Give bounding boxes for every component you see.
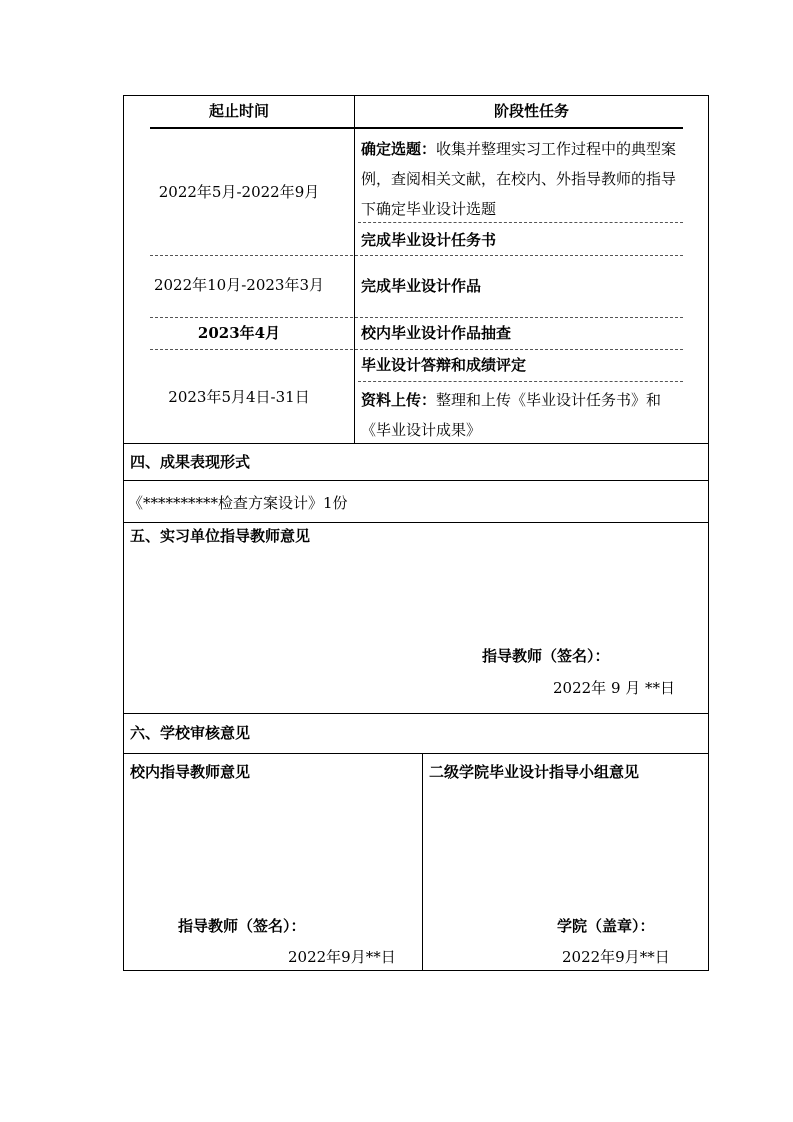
task-text: 收集并整理实习工作过程中的典型案例，查阅相关文献，在校内、外指导教师的指导下确定毕业设计选题 (361, 140, 677, 218)
opinion-title: 二级学院毕业设计指导小组意见 (429, 763, 640, 781)
task-text: 整理和上传《毕业设计任务书》和《毕业设计成果》 (361, 391, 662, 439)
tasks-column-header: 阶段性任务 (493, 102, 569, 120)
period-column-header: 起止时间 (208, 102, 269, 120)
signature-label: 指导教师（签名）： (482, 647, 610, 665)
stage-task (361, 385, 681, 445)
stage-period: 2022年10月-2023年3月 (153, 276, 325, 294)
column-divider (422, 753, 423, 971)
signature-date: 2022年9月**日 (288, 948, 396, 966)
stage-rule (150, 349, 683, 350)
row-divider (123, 480, 709, 481)
section-title: 六、学校审核意见 (130, 724, 251, 742)
signature-label: 指导教师（签名）： (178, 917, 306, 935)
stage-task: 校内毕业设计作品抽查 (361, 324, 512, 342)
row-divider (123, 713, 709, 714)
stage-task: 毕业设计答辩和成绩评定 (361, 356, 527, 374)
row-divider (123, 522, 709, 523)
signature-date: 2022年9月**日 (562, 948, 670, 966)
task-label: 确定选题： (361, 140, 437, 158)
stage-task: 完成毕业设计作品 (361, 277, 482, 295)
signature-date: 2022年 9 月 **日 (553, 679, 676, 697)
stage-period: 2022年5月-2022年9月 (158, 183, 320, 201)
task-label: 资料上传： (361, 391, 437, 409)
header-rule (150, 127, 683, 129)
deliverable-text: 《**********检查方案设计》1份 (128, 494, 348, 512)
row-divider (123, 753, 709, 754)
task-rule (358, 381, 683, 382)
section-title: 五、实习单位指导教师意见 (130, 527, 311, 545)
stage-rule (150, 255, 683, 256)
column-divider (354, 95, 355, 444)
stage-period: 2023年5月4日-31日 (168, 388, 310, 406)
stage-task: 完成毕业设计任务书 (361, 231, 497, 249)
stage-rule (150, 317, 683, 318)
stage-task (361, 134, 681, 224)
stage-period: 2023年4月 (197, 324, 281, 342)
section-title: 四、成果表现形式 (130, 453, 251, 471)
opinion-title: 校内指导教师意见 (130, 763, 251, 781)
signature-label: 学院（盖章）： (557, 917, 655, 935)
